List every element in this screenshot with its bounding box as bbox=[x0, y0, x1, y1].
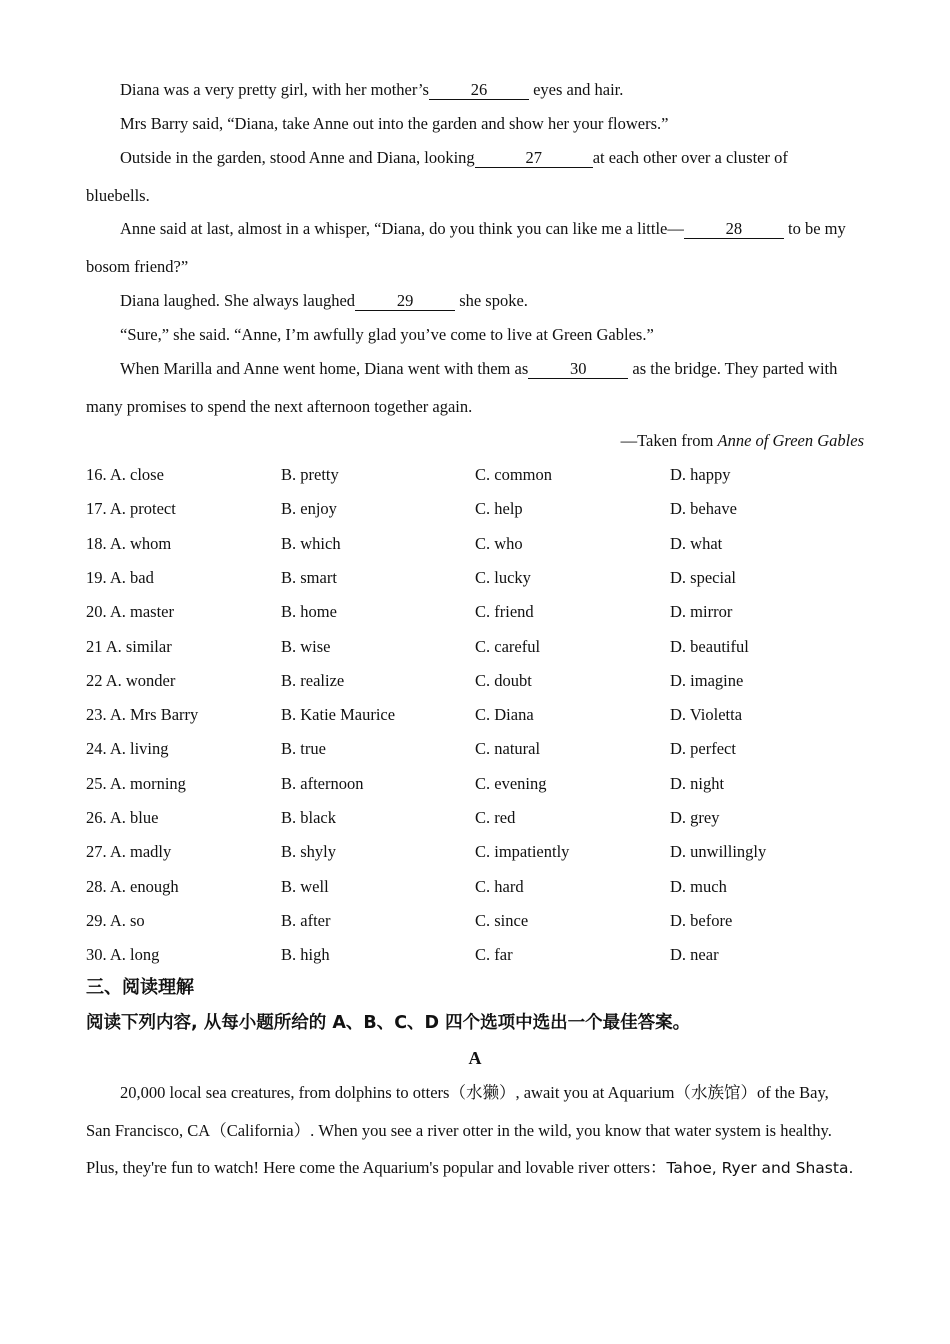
section-instruction: 阅读下列内容, 从每小题所给的 A、B、C、D 四个选项中选出一个最佳答案。 bbox=[86, 1013, 691, 1033]
option-d: D. behave bbox=[670, 499, 737, 519]
option-d: D. Violetta bbox=[670, 705, 743, 725]
option-c: C. who bbox=[475, 533, 523, 553]
option-b: B. realize bbox=[281, 670, 345, 690]
reading-line-2: San Francisco, CA（California）. When you see a river otter in the wild, you know that water system is healthy. bbox=[86, 1121, 832, 1140]
option-c: C. evening bbox=[475, 773, 547, 793]
reading-line-3: Plus, they're fun to watch! Here come the Aquarium's popular and lovable river otters：Tahoe, Ryer and Shasta. bbox=[86, 1158, 854, 1177]
option-d: D. imagine bbox=[670, 670, 744, 690]
option-b: B. pretty bbox=[281, 465, 339, 484]
option-a: 16. A. close bbox=[86, 465, 164, 484]
option-b: B. enjoy bbox=[281, 499, 337, 519]
blank-28: 28 bbox=[684, 220, 784, 239]
reading-line-1: 20,000 local sea creatures, from dolphins to otters（水獭）, await you at Aquarium（水族馆）of the Bay, bbox=[120, 1083, 829, 1102]
option-b: B. after bbox=[281, 910, 331, 930]
option-c: C. impatiently bbox=[475, 842, 570, 862]
passage-line-3: Outside in the garden, stood Anne and Diana, looking 27 at each other over a cluster of bbox=[120, 148, 788, 167]
section-title: 三、阅读理解 bbox=[86, 977, 194, 998]
passage-line-6: “Sure,” she said. “Anne, I’m awfully glad you’ve come to live at Green Gables.” bbox=[120, 325, 654, 344]
passage-line-2: Mrs Barry said, “Diana, take Anne out into the garden and show her your flowers.” bbox=[120, 114, 669, 133]
option-b: B. high bbox=[281, 945, 330, 965]
option-b: B. well bbox=[281, 876, 329, 896]
otter-names: Tahoe, Ryer and Shasta. bbox=[666, 1159, 854, 1177]
option-b: B. smart bbox=[281, 567, 337, 587]
option-c: C. since bbox=[475, 910, 529, 930]
option-c: C. natural bbox=[475, 739, 541, 759]
passage-line-7: When Marilla and Anne went home, Diana went with them as 30 as the bridge. They parted with bbox=[120, 359, 838, 378]
option-d: D. beautiful bbox=[670, 636, 749, 656]
option-d: D. what bbox=[670, 533, 723, 553]
option-a: 22 A. wonder bbox=[86, 670, 176, 690]
blank-29: 29 bbox=[355, 292, 455, 311]
option-a: 21 A. similar bbox=[86, 636, 172, 656]
option-c: C. doubt bbox=[475, 670, 532, 690]
option-b: B. true bbox=[281, 739, 326, 759]
option-a: 23. A. Mrs Barry bbox=[86, 705, 199, 725]
option-d: D. special bbox=[670, 567, 736, 587]
passage-line-3-cont: bluebells. bbox=[86, 186, 150, 205]
option-c: C. careful bbox=[475, 636, 541, 656]
passage-line-4: Anne said at last, almost in a whisper, “Diana, do you think you can like me a little— 28 to be my bbox=[120, 219, 846, 238]
option-c: C. lucky bbox=[475, 567, 531, 587]
option-d: D. unwillingly bbox=[670, 842, 767, 862]
passage-part-label: A bbox=[468, 1048, 482, 1068]
passage-line-4-cont: bosom friend?” bbox=[86, 257, 189, 276]
option-b: B. shyly bbox=[281, 842, 337, 862]
option-a: 26. A. blue bbox=[86, 808, 159, 827]
source-credit: —Taken from Anne of Green Gables bbox=[620, 431, 864, 450]
option-b: B. Katie Maurice bbox=[281, 705, 396, 725]
option-a: 25. A. morning bbox=[86, 773, 186, 793]
option-a: 30. A. long bbox=[86, 945, 160, 965]
option-c: C. help bbox=[475, 499, 523, 519]
option-c: C. red bbox=[475, 808, 516, 827]
option-c: C. hard bbox=[475, 876, 524, 896]
option-d: D. mirror bbox=[670, 602, 733, 622]
option-a: 20. A. master bbox=[86, 602, 174, 622]
option-d: D. before bbox=[670, 910, 733, 930]
option-d: D. much bbox=[670, 876, 727, 896]
option-b: B. which bbox=[281, 533, 341, 553]
passage-line-1: Diana was a very pretty girl, with her mother’s 26 eyes and hair. bbox=[120, 80, 624, 99]
option-a: 24. A. living bbox=[86, 739, 169, 759]
option-a: 18. A. whom bbox=[86, 533, 172, 553]
blank-27: 27 bbox=[475, 149, 593, 168]
option-d: D. night bbox=[670, 773, 725, 793]
option-a: 28. A. enough bbox=[86, 876, 179, 896]
option-c: C. far bbox=[475, 945, 513, 965]
passage-line-7-cont: many promises to spend the next afternoon together again. bbox=[86, 397, 473, 416]
option-b: B. home bbox=[281, 602, 337, 622]
option-b: B. afternoon bbox=[281, 773, 364, 793]
blank-26: 26 bbox=[429, 81, 529, 100]
option-b: B. black bbox=[281, 808, 336, 827]
option-d: D. grey bbox=[670, 808, 720, 827]
option-d: D. perfect bbox=[670, 739, 736, 759]
option-a: 29. A. so bbox=[86, 910, 145, 930]
option-b: B. wise bbox=[281, 636, 331, 656]
option-c: C. friend bbox=[475, 602, 534, 622]
option-a: 19. A. bad bbox=[86, 567, 154, 587]
blank-30: 30 bbox=[528, 360, 628, 379]
option-d: D. happy bbox=[670, 465, 731, 484]
passage-line-5: Diana laughed. She always laughed 29 she spoke. bbox=[120, 291, 528, 310]
option-d: D. near bbox=[670, 945, 719, 965]
option-a: 27. A. madly bbox=[86, 842, 172, 862]
book-title: Anne of Green Gables bbox=[717, 431, 864, 450]
option-a: 17. A. protect bbox=[86, 499, 176, 519]
option-c: C. Diana bbox=[475, 705, 534, 725]
option-c: C. common bbox=[475, 465, 552, 484]
